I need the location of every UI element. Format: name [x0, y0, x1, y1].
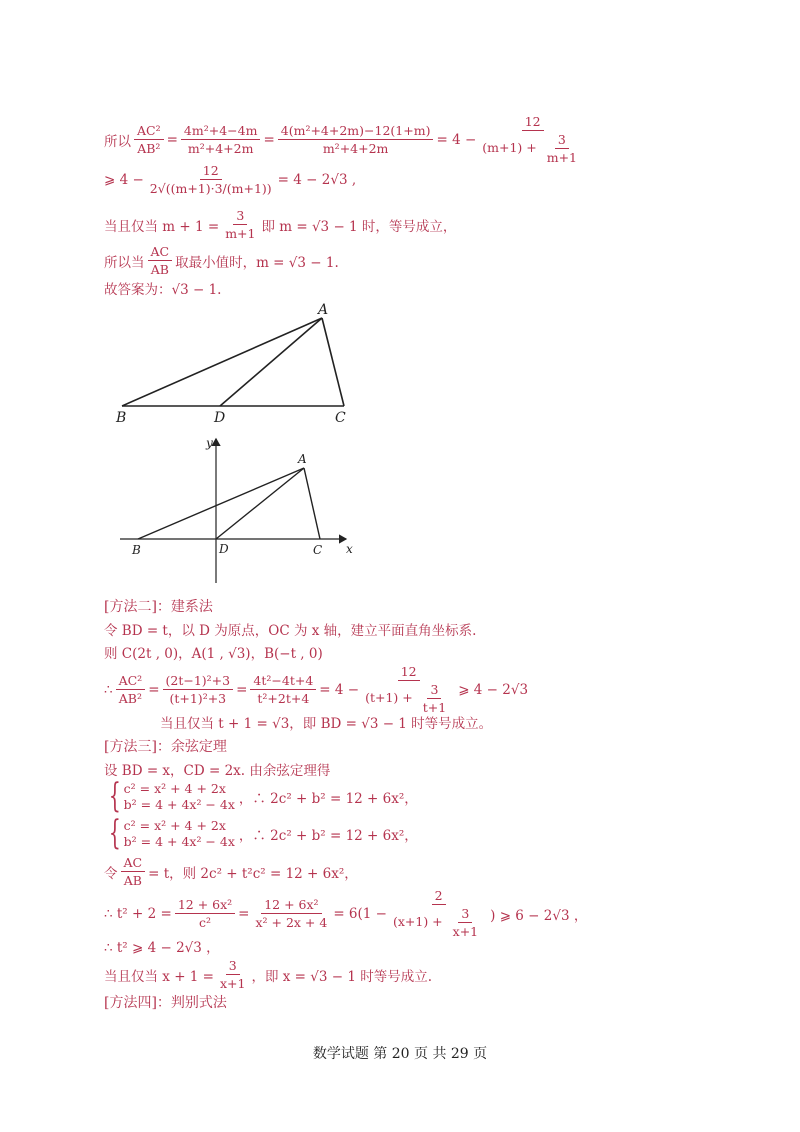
system-tail: ，∴ 2c² + b² = 12 + 6x²， [238, 791, 418, 807]
equals: = [236, 681, 248, 698]
coordinate-svg [118, 433, 368, 588]
numerator: AC² [134, 123, 164, 140]
segment-ad [220, 318, 322, 406]
label-b: B [132, 543, 141, 557]
method-2-line-2: 则 C(2t , 0)，A(1 , √3)，B(−t , 0) [104, 646, 323, 662]
segment-ac [304, 468, 320, 539]
numerator: 4m²+4−4m [181, 123, 261, 140]
numerator: 3 [458, 906, 472, 923]
equals: = [148, 681, 160, 698]
text-b: 取最小值时，m = √3 − 1. [175, 254, 339, 271]
text-a: 所以当 [104, 254, 145, 271]
equals: = [263, 131, 275, 148]
denominator: 2√((m+1)·3/(m+1)) [149, 181, 272, 196]
denominator: m²+4+2m [187, 141, 254, 156]
numerator: 12 [522, 114, 544, 131]
label-c: C [313, 543, 323, 557]
system-row-1: c² = x² + 4 + 2x [123, 818, 226, 833]
solution-line-2 [104, 163, 356, 196]
inequality-tail: ) ⩾ 6 − 2√3 ， [490, 907, 588, 924]
denominator: x+1 [452, 924, 479, 939]
fraction-ac-ab [148, 244, 173, 277]
denominator-part: (t+1) + [365, 690, 413, 705]
solution-line-3 [104, 208, 456, 241]
numerator: 4(m²+4+2m)−12(1+m) [278, 123, 434, 140]
fraction-ac2-ab2 [116, 673, 146, 706]
numerator: 3 [427, 682, 441, 699]
denominator: t+1 [422, 700, 447, 715]
equals: = [166, 131, 178, 148]
denominator-part: (x+1) + [392, 914, 443, 929]
system-tail: ，∴ 2c² + b² = 12 + 6x²， [238, 828, 418, 844]
fraction-ac2-ab2 [134, 123, 164, 156]
fraction-3 [390, 888, 487, 939]
equals-four-minus: = 4 − [319, 681, 360, 698]
system-row-2: b² = 4 + 4x² − 4x [123, 797, 235, 812]
segment-ad [216, 468, 304, 539]
numerator: 12 [200, 163, 222, 180]
system-rows [124, 781, 235, 813]
denominator [479, 131, 586, 165]
equation-system [104, 776, 235, 816]
system-rows [124, 818, 235, 850]
numerator: 3 [233, 208, 247, 225]
text-prefix: ∴ t² + 2 = [104, 905, 172, 922]
equation-system [104, 813, 235, 853]
denominator: AB [150, 262, 169, 277]
answer-line: 故答案为：√3 − 1. [104, 282, 222, 298]
denominator-part: (m+1) + [482, 140, 537, 155]
method-4-title: [方法四]：判别式法 [104, 995, 227, 1011]
denominator: (t+1)²+3 [169, 691, 227, 706]
label-a: A [318, 302, 329, 318]
denominator: AB² [137, 141, 161, 156]
method-3-line-6: ∴ t² ⩾ 4 − 2√3 ， [104, 940, 220, 956]
text-b: ，即 x = √3 − 1 时等号成立. [251, 968, 433, 985]
method-3-line-7 [104, 958, 432, 991]
label-a: A [298, 452, 307, 466]
segment-ab [138, 468, 304, 539]
label-b: B [116, 410, 127, 426]
text-b: = t，则 2c² + t²c² = 12 + 6x²， [148, 865, 358, 882]
denominator [390, 905, 487, 939]
text-a: 当且仅当 x + 1 = [104, 968, 214, 985]
inner-fraction [450, 906, 481, 939]
fraction-12-over-root [147, 163, 275, 196]
method-3-system-2 [104, 813, 418, 853]
text-prefix: 所以 [104, 133, 131, 150]
inequality-tail: ⩾ 4 − 2√3 [458, 681, 529, 698]
fraction-3-over-m1 [222, 208, 258, 241]
numerator: (2t−1)²+3 [163, 673, 234, 690]
fraction-ac-ab [121, 855, 146, 888]
denominator [362, 681, 455, 715]
fraction-3-over-x1 [217, 958, 248, 991]
text-tail: = 4 − 2√3 , [277, 171, 357, 188]
numerator: 12 + 6x² [261, 897, 321, 914]
equals: = [238, 905, 250, 922]
equals-six: = 6(1 − [333, 905, 387, 922]
numerator: 2 [432, 888, 446, 905]
system-row-2: b² = 4 + 4x² − 4x [123, 834, 235, 849]
system-row-1: c² = x² + 4 + 2x [123, 781, 226, 796]
numerator: 3 [226, 958, 240, 975]
label-c: C [335, 410, 346, 426]
left-brace: { [108, 813, 121, 853]
denominator: m+1 [225, 226, 256, 241]
solution-line-4 [104, 244, 339, 277]
label-d: D [219, 542, 229, 556]
denominator: m+1 [546, 150, 578, 165]
fraction-4 [362, 664, 455, 715]
numerator: AC² [116, 673, 146, 690]
text-a: 令 [104, 865, 118, 882]
fraction-1 [175, 897, 235, 930]
coordinate-figure [118, 433, 368, 592]
fraction-3 [250, 673, 316, 706]
fraction-3 [278, 123, 434, 156]
equals-four-minus: = 4 − [436, 131, 477, 148]
inner-fraction [544, 132, 580, 165]
denominator: AB² [118, 691, 143, 706]
method-2-title: [方法二]：建系法 [104, 599, 213, 615]
denominator: x+1 [220, 976, 246, 991]
method-3-line-5 [104, 888, 587, 939]
numerator: AC [121, 855, 146, 872]
method-3-system-1 [104, 776, 418, 816]
fraction-2 [252, 897, 330, 930]
numerator: 12 [398, 664, 420, 681]
segment-ac [322, 318, 344, 406]
solution-line-1 [104, 114, 589, 165]
method-3-line-4 [104, 855, 358, 888]
segment-ab [122, 318, 322, 406]
fraction-2 [181, 123, 261, 156]
denominator: m²+4+2m [322, 141, 389, 156]
triangle-svg [112, 300, 372, 430]
numerator: AC [148, 244, 173, 261]
method-2-line-1: 令 BD = t，以 D 为原点，OC 为 x 轴，建立平面直角坐标系. [104, 623, 477, 639]
method-3-line-1: 设 BD = x，CD = 2x. 由余弦定理得 [104, 763, 331, 779]
denominator: t²+2t+4 [257, 691, 310, 706]
label-x: x [346, 542, 353, 556]
text-prefix: ⩾ 4 − [104, 171, 144, 188]
denominator: c² [198, 915, 211, 930]
denominator: x² + 2x + 4 [255, 915, 328, 930]
label-y: y [206, 436, 213, 450]
left-brace: { [108, 776, 121, 816]
numerator: 12 + 6x² [175, 897, 235, 914]
numerator: 4t²−4t+4 [250, 673, 316, 690]
numerator: 3 [555, 132, 569, 149]
method-2-line-3 [104, 664, 528, 715]
inner-fraction [420, 682, 449, 715]
label-d: D [214, 410, 226, 426]
therefore-symbol: ∴ [104, 681, 113, 698]
method-2-line-4: 当且仅当 t + 1 = √3，即 BD = √3 − 1 时等号成立。 [160, 716, 493, 732]
text-b: 即 m = √3 − 1 时，等号成立， [261, 218, 457, 235]
denominator: AB [123, 873, 142, 888]
fraction-2 [163, 673, 234, 706]
page-footer: 数学试题 第 20 页 共 29 页 [312, 1046, 488, 1062]
text-a: 当且仅当 m + 1 = [104, 218, 220, 235]
triangle-figure [112, 300, 372, 434]
fraction-4 [479, 114, 586, 165]
method-3-title: [方法三]：余弦定理 [104, 739, 227, 755]
